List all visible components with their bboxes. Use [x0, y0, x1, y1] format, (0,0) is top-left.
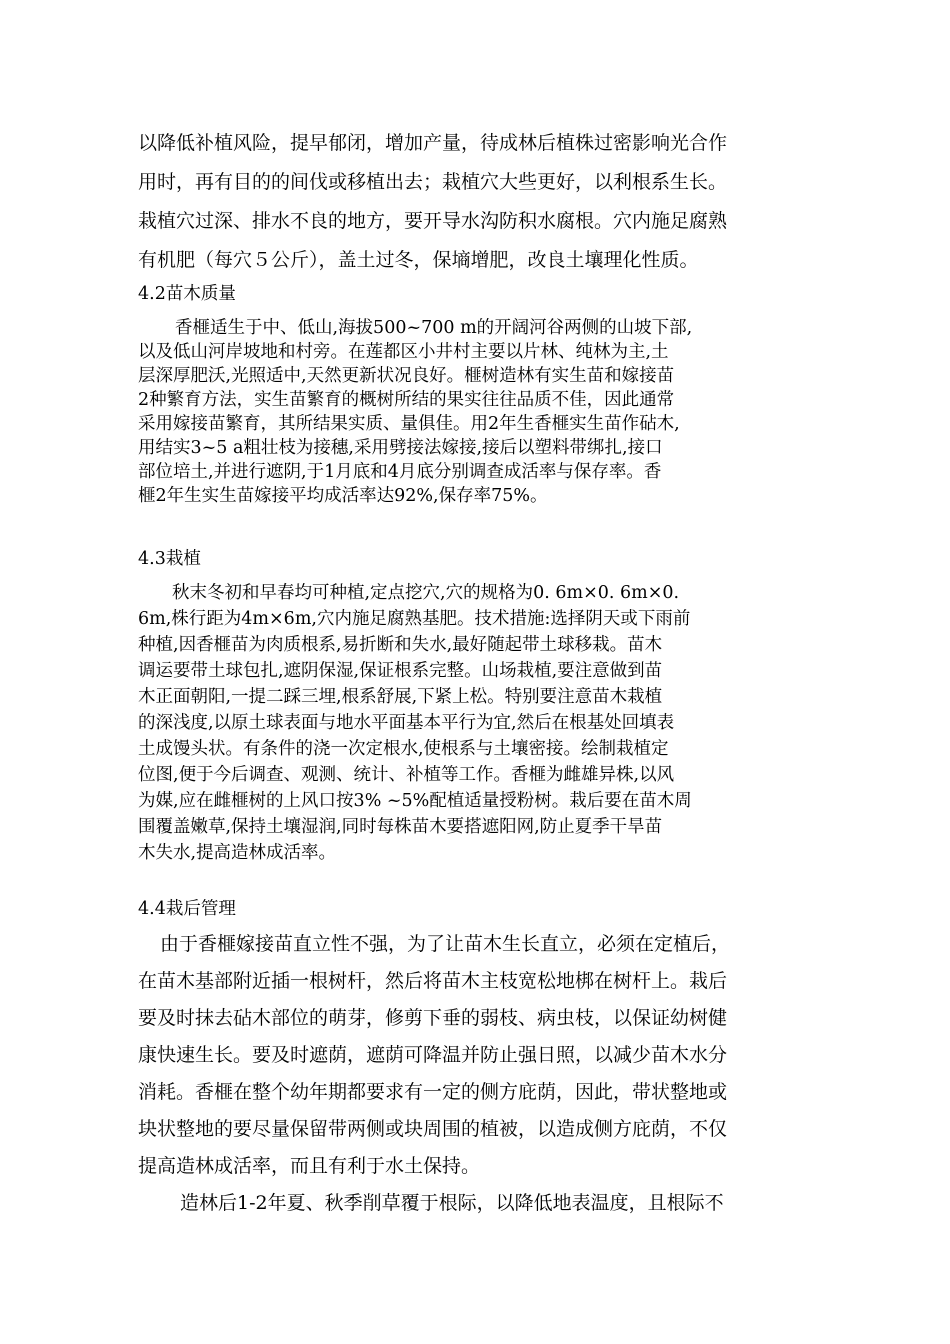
paragraph-line: 要及时抹去砧木部位的萌芽，修剪下垂的弱枝、病虫枝，以保证幼树健: [138, 1007, 728, 1029]
paragraph-line: 2种繁育方法，实生苗繁育的概树所结的果实往往品质不佳，因此通常: [138, 390, 675, 410]
paragraph-line: 康快速生长。要及时遮荫，遮荫可降温并防止强日照，以减少苗木水分: [138, 1044, 728, 1066]
section-heading: 4.2苗木质量: [138, 284, 236, 304]
paragraph-line: 栽植穴过深、排水不良的地方，要开导水沟防积水腐根。穴内施足腐熟: [138, 210, 728, 232]
paragraph-line: 位图,便于今后调查、观测、统计、补植等工作。香榧为雌雄异株,以风: [138, 765, 675, 785]
paragraph-line: 以降低补植风险，提早郁闭，增加产量，待成林后植株过密影响光合作: [138, 132, 728, 154]
paragraph-line: 采用嫁接苗繁育，其所结果实质、量俱佳。用2年生香榧实生苗作砧木,: [138, 414, 680, 434]
paragraph-line: 为媒,应在雌榧树的上风口按3% ~5%配植适量授粉树。栽后要在苗木周: [138, 791, 692, 811]
paragraph-line: 围覆盖嫩草,保持土壤湿润,同时每株苗木要搭遮阳网,防止夏季干旱苗: [138, 817, 663, 837]
section-heading: 4.3栽植: [138, 549, 201, 569]
paragraph-line: 消耗。香榧在整个幼年期都要求有一定的侧方庇荫，因此，带状整地或: [138, 1081, 728, 1103]
paragraph-line: 木失水,提高造林成活率。: [138, 843, 337, 863]
paragraph-line: 有机肥（每穴５公斤），盖土过冬，保墒增肥，改良土壤理化性质。: [138, 249, 699, 271]
paragraph-line: 用结实3~5 a粗壮枝为接穗,采用劈接法嫁接,接后以塑料带绑扎,接口: [138, 438, 663, 458]
paragraph-line: 部位培土,并进行遮阴,于1月底和4月底分别调查成活率与保存率。香: [138, 462, 662, 482]
paragraph-line: 调运要带土球包扎,遮阴保湿,保证根系完整。山场栽植,要注意做到苗: [138, 661, 663, 681]
paragraph-line: 造林后1-2年夏、秋季削草覆于根际，以降低地表温度，且根际不: [180, 1192, 724, 1214]
paragraph-line: 以及低山河岸坡地和村旁。在莲都区小井村主要以片林、纯林为主,土: [138, 342, 669, 362]
section-heading: 4.4栽后管理: [138, 899, 236, 919]
paragraph-line: 木正面朝阳,一提二踩三埋,根系舒展,下紧上松。特别要注意苗木栽植: [138, 687, 663, 707]
paragraph-line: 土成馒头状。有条件的浇一次定根水,使根系与土壤密接。绘制栽植定: [138, 739, 669, 759]
paragraph-line: 秋末冬初和早春均可种植,定点挖穴,穴的规格为0. 6m×0. 6m×0.: [172, 583, 680, 603]
paragraph-line: 的深浅度,以原土球表面与地水平面基本平行为宜,然后在根基处回填表: [138, 713, 675, 733]
paragraph-line: 6m,株行距为4m×6m,穴内施足腐熟基肥。技术措施:选择阴天或下雨前: [138, 609, 691, 629]
paragraph-line: 在苗木基部附近插一根树杆，然后将苗木主枝宽松地梆在树杆上。栽后: [138, 970, 728, 992]
paragraph-line: 用时，再有目的的间伐或移植出去；栽植穴大些更好，以利根系生长。: [138, 171, 728, 193]
paragraph-line: 香榧适生于中、低山,海拔500~700 m的开阔河谷两侧的山坡下部,: [175, 318, 693, 338]
paragraph-line: 由于香榧嫁接苗直立性不强，为了让苗木生长直立，必须在定植后，: [160, 933, 731, 955]
paragraph-line: 提高造林成活率，而且有利于水土保持。: [138, 1155, 481, 1177]
paragraph-line: 层深厚肥沃,光照适中,天然更新状况良好。榧树造林有实生苗和嫁接苗: [138, 366, 675, 386]
paragraph-line: 种植,因香榧苗为肉质根系,易折断和失水,最好随起带土球移栽。苗木: [138, 635, 663, 655]
paragraph-line: 榧2年生实生苗嫁接平均成活率达92%,保存率75%。: [138, 486, 548, 506]
paragraph-line: 块状整地的要尽量保留带两侧或块周围的植被，以造成侧方庇荫，不仅: [138, 1118, 728, 1140]
